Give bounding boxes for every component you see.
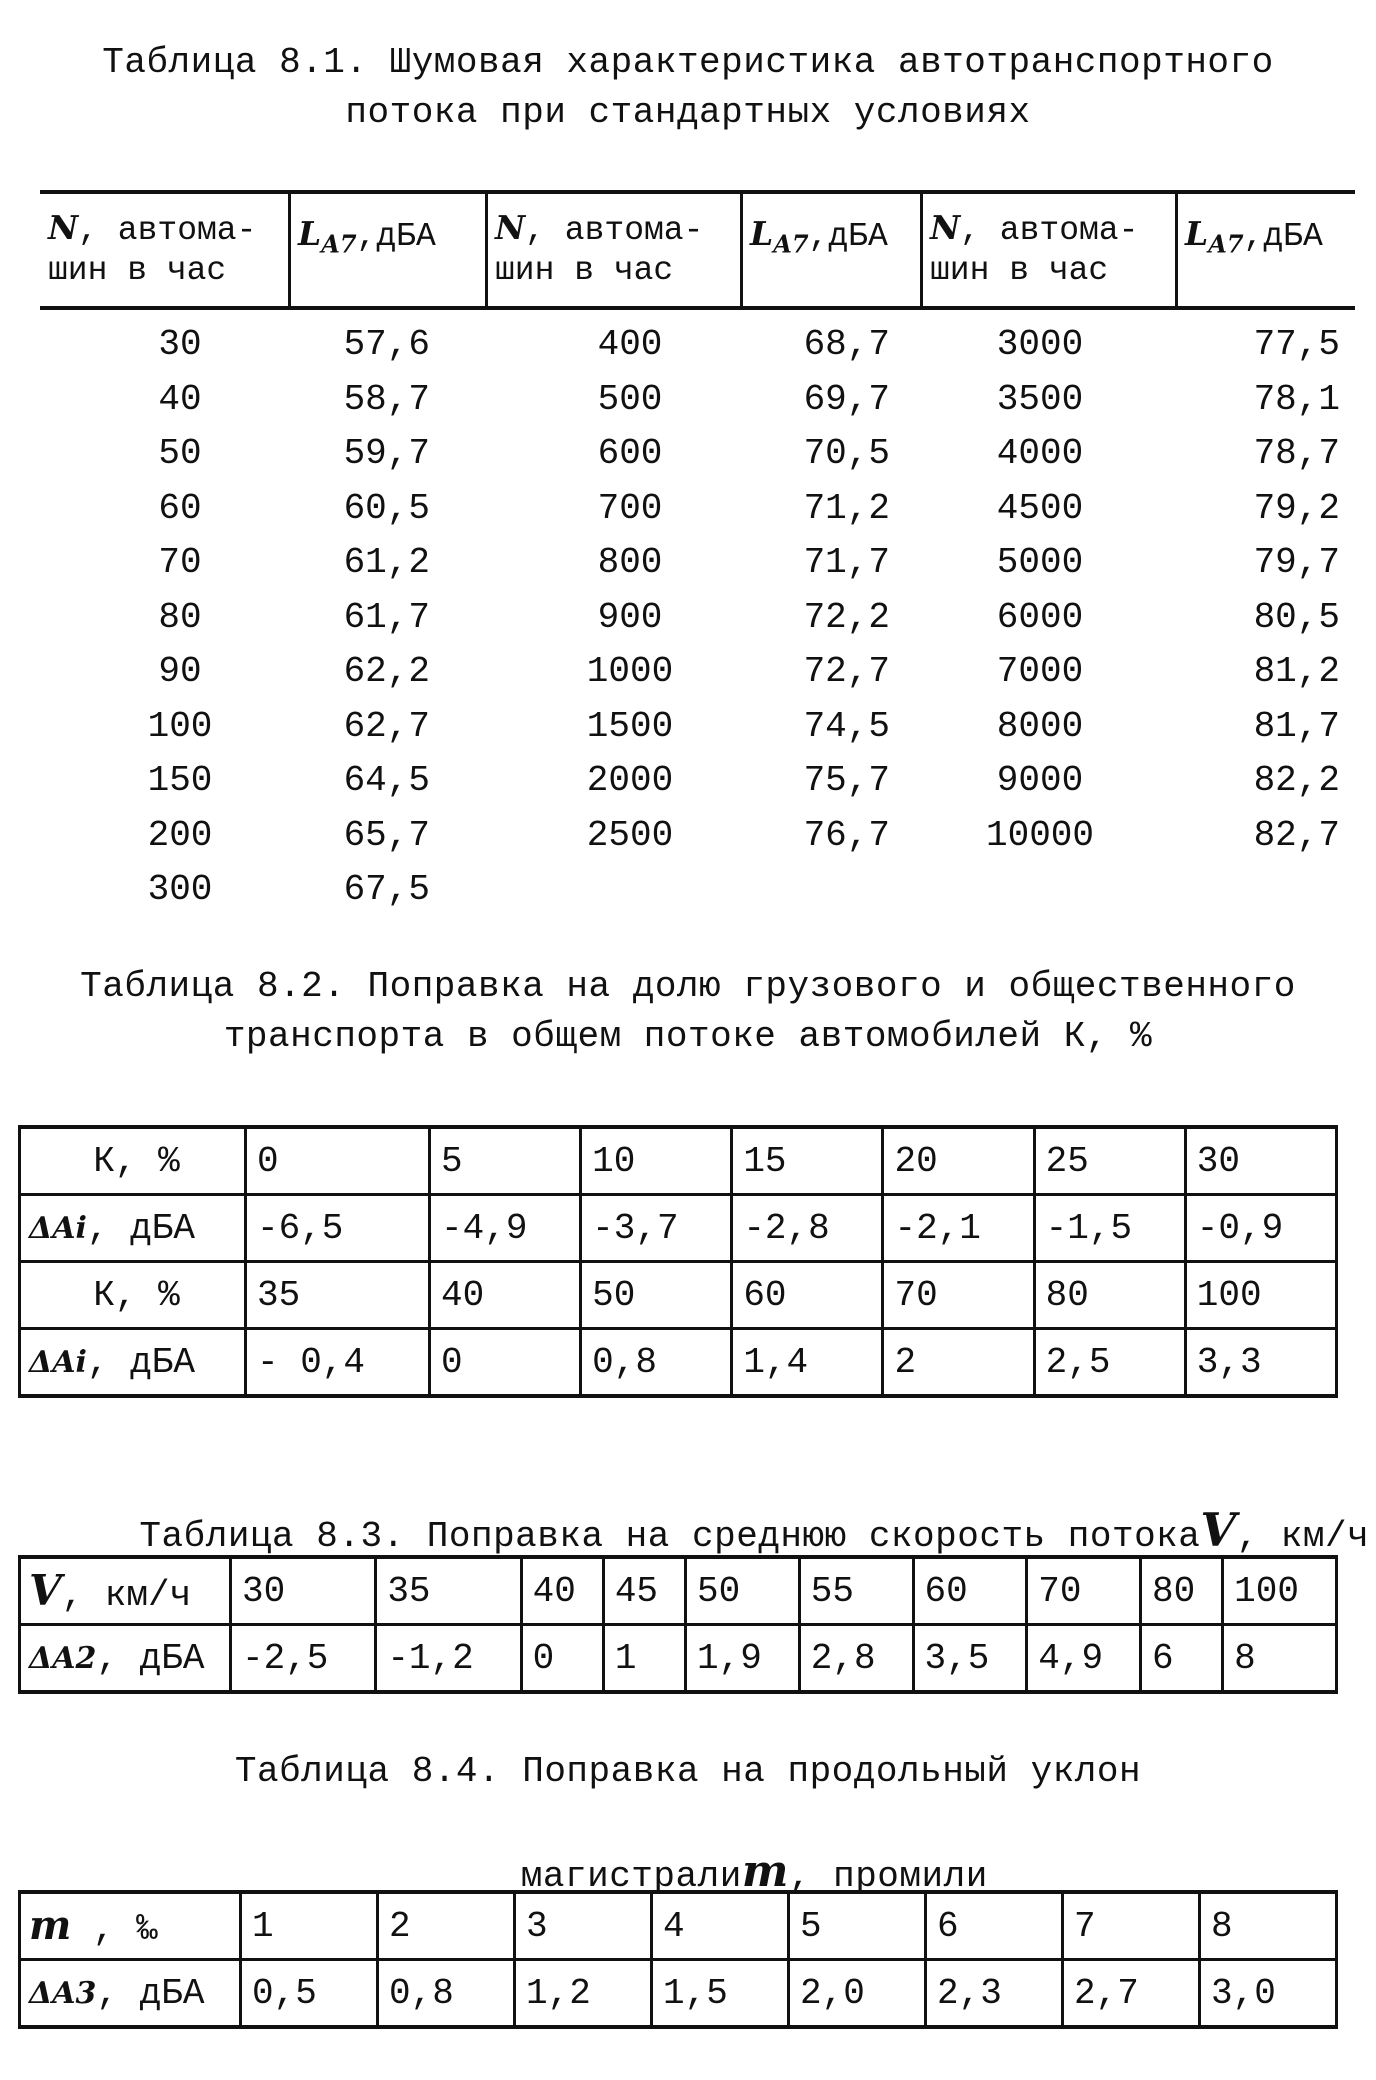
column-l-3 <box>1240 318 1340 863</box>
table1-header <box>40 190 1355 310</box>
n-value: 1000 <box>586 651 674 692</box>
k-value: 20 <box>883 1127 1034 1195</box>
n-value: 800 <box>597 542 663 583</box>
l-value: 72,2 <box>803 596 890 638</box>
l-value: 81,2 <box>1253 651 1340 692</box>
slope-value: 4 <box>652 1892 789 1960</box>
n-value: 200 <box>147 814 213 856</box>
l-value: 78,7 <box>1253 433 1340 474</box>
delta-value: 2,3 <box>926 1960 1063 2028</box>
slope-value: 5 <box>789 1892 926 1960</box>
table-row <box>20 1960 1337 2028</box>
row-label <box>20 1625 231 1693</box>
l-value: 67,5 <box>343 869 430 910</box>
table-row <box>20 1262 1337 1329</box>
n-value: 300 <box>147 869 213 910</box>
header-n-cell <box>40 194 290 306</box>
n-value: 4500 <box>996 487 1084 529</box>
n-value: 2500 <box>586 814 674 856</box>
n-value: 1500 <box>586 705 674 747</box>
n-value: 600 <box>597 433 663 474</box>
delta-value: 1,5 <box>652 1960 789 2028</box>
n-symbol: N <box>48 208 79 247</box>
speed-value: 80 <box>1141 1557 1223 1625</box>
header-l-unit: ,дБА <box>356 218 436 255</box>
v-symbol: V <box>1200 1503 1237 1557</box>
speed-value: 55 <box>799 1557 913 1625</box>
delta-value: 3,3 <box>1185 1329 1336 1397</box>
n-symbol: N <box>930 208 961 247</box>
n-value: 80 <box>158 596 202 638</box>
k-value: 35 <box>246 1262 430 1329</box>
column-l-1 <box>330 318 430 918</box>
table-row <box>20 1127 1337 1195</box>
delta-value: 2,5 <box>1034 1329 1185 1397</box>
speed-value: 40 <box>521 1557 603 1625</box>
table1-caption-line2: потока при стандартных условиях <box>345 92 1031 133</box>
l-value: 59,7 <box>343 433 430 474</box>
n-value: 500 <box>597 378 663 420</box>
table2-caption-line2: транспорта в общем потоке автомобилей К, % <box>223 1016 1153 1057</box>
delta-value: -3,7 <box>581 1195 732 1262</box>
delta-value: 0,8 <box>581 1329 732 1397</box>
l-value: 75,7 <box>803 760 890 801</box>
delta-value: 4,9 <box>1027 1625 1141 1693</box>
row-label: К, % <box>20 1262 246 1329</box>
table-row <box>20 1625 1337 1693</box>
n-value: 400 <box>597 324 663 365</box>
delta-value: -1,5 <box>1034 1195 1185 1262</box>
delta-value: 2,7 <box>1063 1960 1200 2028</box>
table-row <box>20 1557 1337 1625</box>
unit: , дБА <box>96 1637 205 1679</box>
n-value: 3500 <box>996 378 1084 420</box>
l-value: 68,7 <box>803 324 890 365</box>
header-n-line2: шин в час <box>930 252 1109 289</box>
n-value: 90 <box>158 651 202 692</box>
l-value: 71,7 <box>803 542 890 583</box>
header-l-unit: ,дБА <box>808 218 888 255</box>
symbol: ΔA2 <box>29 1640 97 1676</box>
l-value: 80,5 <box>1253 596 1340 638</box>
slope-value: 1 <box>241 1892 378 1960</box>
delta-value: 1 <box>603 1625 685 1693</box>
delta-value: 8 <box>1223 1625 1337 1693</box>
slope-value: 3 <box>515 1892 652 1960</box>
delta-value: 0,5 <box>241 1960 378 2028</box>
delta-value: -0,9 <box>1185 1195 1336 1262</box>
delta-value: -2,8 <box>732 1195 883 1262</box>
n-value: 700 <box>597 487 663 529</box>
l-value: 70,5 <box>803 433 890 474</box>
table1-caption-line1: Таблица 8.1. Шумовая характеристика автотранспортного <box>102 42 1274 83</box>
k-value: 40 <box>430 1262 581 1329</box>
speed-value: 100 <box>1223 1557 1337 1625</box>
l-value: 72,7 <box>803 651 890 692</box>
delta-value: -6,5 <box>246 1195 430 1262</box>
delta-value: -2,1 <box>883 1195 1034 1262</box>
symbol: ΔAi <box>29 1210 87 1246</box>
delta-value: 1,2 <box>515 1960 652 2028</box>
header-l-unit: ,дБА <box>1243 218 1323 255</box>
table2-caption <box>0 962 1376 1062</box>
n-value: 40 <box>158 378 202 420</box>
header-l-cell <box>290 194 490 306</box>
symbol: ΔA3 <box>29 1975 97 2011</box>
l-value: 74,5 <box>803 705 890 747</box>
k-value: 5 <box>430 1127 581 1195</box>
column-n-1 <box>140 318 220 918</box>
header-n-line2: шин в час <box>48 252 227 289</box>
n-value: 70 <box>158 542 202 583</box>
row-label <box>20 1892 241 1960</box>
n-value: 9000 <box>996 760 1084 801</box>
unit: , дБА <box>96 1972 205 2014</box>
l-value: 61,7 <box>343 596 430 638</box>
table1-body <box>40 310 1355 910</box>
l-value: 62,7 <box>343 705 430 747</box>
n-value: 30 <box>158 324 202 365</box>
delta-value: 2,8 <box>799 1625 913 1693</box>
delta-value: -1,2 <box>376 1625 521 1693</box>
k-value: 10 <box>581 1127 732 1195</box>
slope-value: 2 <box>378 1892 515 1960</box>
unit: , км/ч <box>61 1575 192 1616</box>
n-value: 900 <box>597 596 663 638</box>
row-label <box>20 1195 246 1262</box>
header-l-cell <box>1177 194 1355 306</box>
speed-value: 45 <box>603 1557 685 1625</box>
l-subscript: A7 <box>321 229 357 259</box>
delta-value: - 0,4 <box>246 1329 430 1397</box>
l-value: 81,7 <box>1253 705 1340 747</box>
speed-value: 30 <box>231 1557 376 1625</box>
n-value: 3000 <box>996 324 1084 365</box>
speed-value: 35 <box>376 1557 521 1625</box>
table2-caption-line1: Таблица 8.2. Поправка на долю грузового и общественного <box>80 966 1296 1007</box>
table1-caption <box>0 38 1376 138</box>
symbol: ΔAi <box>29 1344 87 1380</box>
n-value: 7000 <box>996 651 1084 692</box>
delta-value: 0 <box>521 1625 603 1693</box>
header-n-line1: , автома- <box>960 212 1139 249</box>
symbol: V <box>29 1566 62 1615</box>
table3-caption-unit: , км/ч <box>1236 1516 1370 1557</box>
delta-value: 2 <box>883 1329 1034 1397</box>
row-label <box>20 1557 231 1625</box>
m-symbol: m <box>741 1846 789 1897</box>
k-value: 0 <box>246 1127 430 1195</box>
slope-value: 8 <box>1200 1892 1337 1960</box>
delta-value: 1,9 <box>686 1625 800 1693</box>
header-n-line2: шин в час <box>495 252 674 289</box>
delta-value: 3,0 <box>1200 1960 1337 2028</box>
l-value: 62,2 <box>343 651 430 692</box>
n-symbol: N <box>495 208 526 247</box>
l-value: 82,2 <box>1253 760 1340 801</box>
table-row <box>20 1892 1337 1960</box>
slope-value: 7 <box>1063 1892 1200 1960</box>
header-n-cell <box>487 194 737 306</box>
unit: , ‰ <box>71 1909 158 1950</box>
symbol: m <box>29 1902 72 1949</box>
speed-value: 70 <box>1027 1557 1141 1625</box>
n-value: 5000 <box>996 542 1084 583</box>
l-value: 60,5 <box>343 487 430 529</box>
l-symbol: L <box>298 214 322 253</box>
l-symbol: L <box>750 214 774 253</box>
header-l-cell <box>742 194 922 306</box>
l-value: 76,7 <box>803 814 890 856</box>
table2 <box>18 1125 1338 1398</box>
column-n-3 <box>980 318 1100 863</box>
header-n-line1: , автома- <box>525 212 704 249</box>
delta-value: 6 <box>1141 1625 1223 1693</box>
unit: , дБА <box>86 1207 195 1249</box>
delta-value: 1,4 <box>732 1329 883 1397</box>
row-label <box>20 1960 241 2028</box>
k-value: 50 <box>581 1262 732 1329</box>
l-value: 65,7 <box>343 814 430 856</box>
k-value: 70 <box>883 1262 1034 1329</box>
n-value: 6000 <box>996 596 1084 638</box>
l-subscript: A7 <box>773 229 809 259</box>
column-n-2 <box>580 318 680 863</box>
delta-value: 0 <box>430 1329 581 1397</box>
delta-value: 0,8 <box>378 1960 515 2028</box>
table4-caption-line2b: , промили <box>788 1856 988 1897</box>
l-value: 82,7 <box>1253 814 1340 856</box>
l-value: 58,7 <box>343 378 430 420</box>
table4-caption-line1: Таблица 8.4. Поправка на продольный уклон <box>234 1751 1142 1792</box>
k-value: 30 <box>1185 1127 1336 1195</box>
l-value: 78,1 <box>1253 378 1340 420</box>
l-value: 57,6 <box>343 324 430 365</box>
n-value: 100 <box>147 705 213 747</box>
table3-caption-text: Таблица 8.3. Поправка на среднюю скорость потока <box>139 1516 1201 1557</box>
l-value: 77,5 <box>1253 324 1340 365</box>
k-value: 25 <box>1034 1127 1185 1195</box>
unit: , дБА <box>86 1341 195 1383</box>
n-value: 8000 <box>996 705 1084 747</box>
row-label: К, % <box>20 1127 246 1195</box>
header-n-cell <box>922 194 1172 306</box>
table1 <box>40 190 1355 910</box>
column-l-2 <box>780 318 890 863</box>
delta-value: -2,5 <box>231 1625 376 1693</box>
n-value: 10000 <box>985 814 1095 856</box>
table-row <box>20 1195 1337 1262</box>
table4 <box>18 1890 1338 2029</box>
k-value: 80 <box>1034 1262 1185 1329</box>
n-value: 150 <box>147 760 213 801</box>
l-value: 79,2 <box>1253 487 1340 529</box>
delta-value: 2,0 <box>789 1960 926 2028</box>
table3 <box>18 1555 1338 1694</box>
l-value: 79,7 <box>1253 542 1340 583</box>
l-symbol: L <box>1185 214 1209 253</box>
l-value: 71,2 <box>803 487 890 529</box>
delta-value: -4,9 <box>430 1195 581 1262</box>
l-value: 69,7 <box>803 378 890 420</box>
speed-value: 50 <box>686 1557 800 1625</box>
n-value: 60 <box>158 487 202 529</box>
l-subscript: A7 <box>1208 229 1244 259</box>
l-value: 64,5 <box>343 760 430 801</box>
header-n-line1: , автома- <box>78 212 257 249</box>
speed-value: 60 <box>913 1557 1027 1625</box>
table-row <box>20 1329 1337 1397</box>
l-value: 61,2 <box>343 542 430 583</box>
n-value: 2000 <box>586 760 674 801</box>
slope-value: 6 <box>926 1892 1063 1960</box>
k-value: 15 <box>732 1127 883 1195</box>
k-value: 100 <box>1185 1262 1336 1329</box>
delta-value: 3,5 <box>913 1625 1027 1693</box>
table4-caption-line2a: магистрали <box>520 1856 742 1897</box>
k-value: 60 <box>732 1262 883 1329</box>
n-value: 50 <box>158 433 202 474</box>
n-value: 4000 <box>996 433 1084 474</box>
row-label <box>20 1329 246 1397</box>
